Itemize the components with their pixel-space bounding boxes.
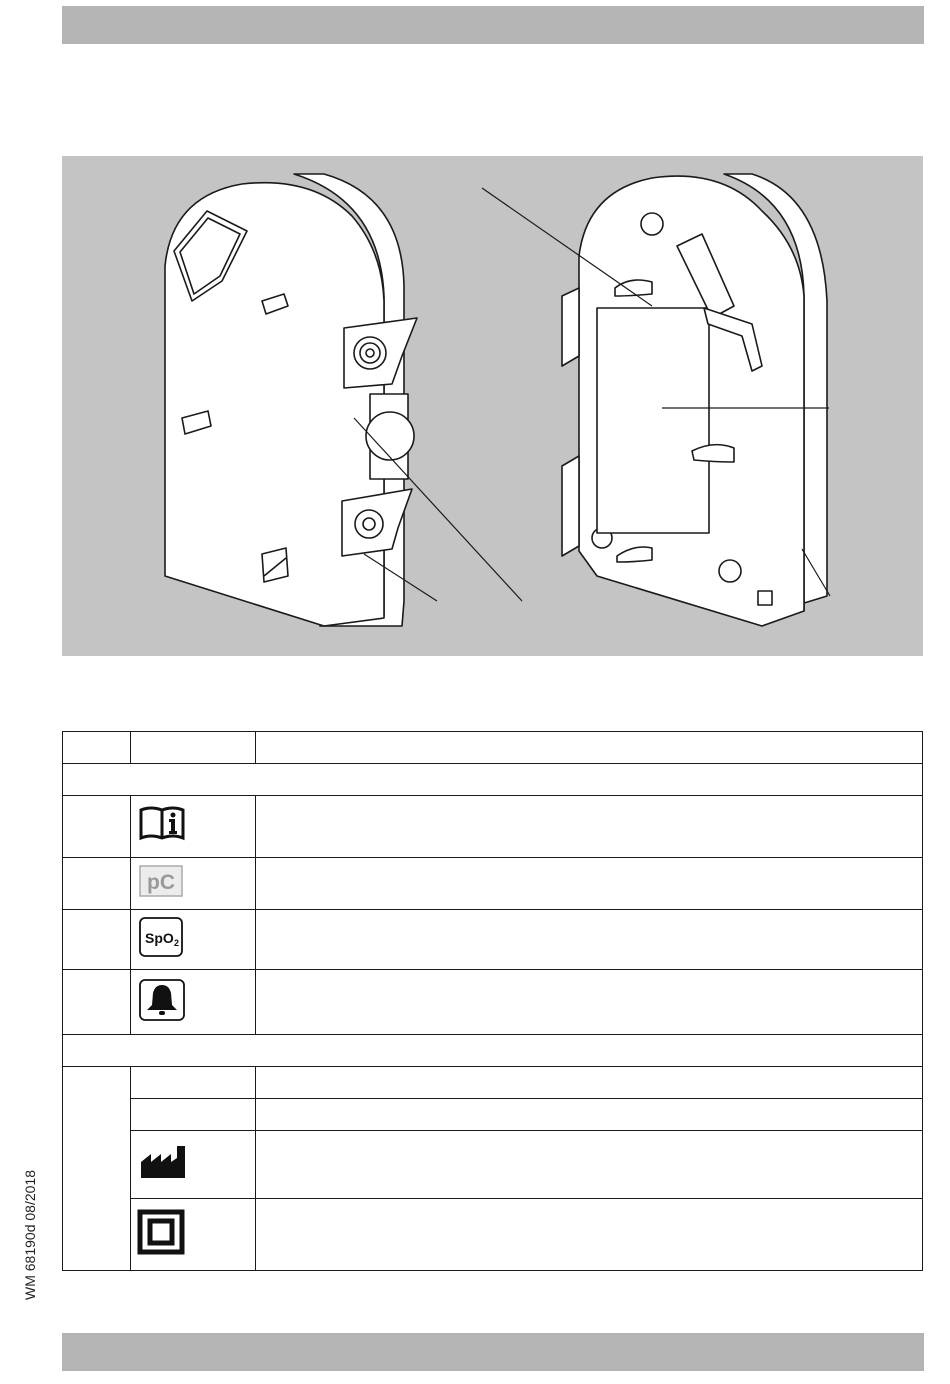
spo2-icon — [137, 915, 187, 959]
table-row — [63, 1099, 923, 1131]
alarm-bell-icon — [137, 977, 189, 1023]
table-row — [63, 1199, 923, 1271]
symbol-table — [62, 731, 923, 1271]
header-bar — [62, 6, 924, 44]
rating-label-area — [597, 308, 709, 533]
table-section-row — [63, 764, 923, 796]
pc-interface-icon — [137, 863, 187, 899]
table-section-row — [63, 1035, 923, 1067]
footer-bar — [62, 1333, 924, 1371]
table-row — [63, 1131, 923, 1199]
pc-label: pC — [147, 871, 175, 894]
table-row — [63, 970, 923, 1035]
document-code: WM 68190d 08/2018 — [22, 1170, 38, 1300]
table-row — [63, 796, 923, 858]
device-drawing — [62, 156, 923, 656]
table-header-row — [63, 732, 923, 764]
manual-info-icon — [137, 804, 187, 844]
table-row — [63, 910, 923, 970]
device-illustration — [62, 156, 923, 656]
slot — [262, 548, 288, 582]
manufacturer-icon — [137, 1142, 189, 1182]
spo2-label: SpO — [145, 930, 174, 946]
protection-class-ii-icon — [137, 1209, 189, 1255]
table-row — [63, 858, 923, 910]
spo2-subscript: 2 — [174, 938, 180, 948]
table-row — [63, 1067, 923, 1099]
